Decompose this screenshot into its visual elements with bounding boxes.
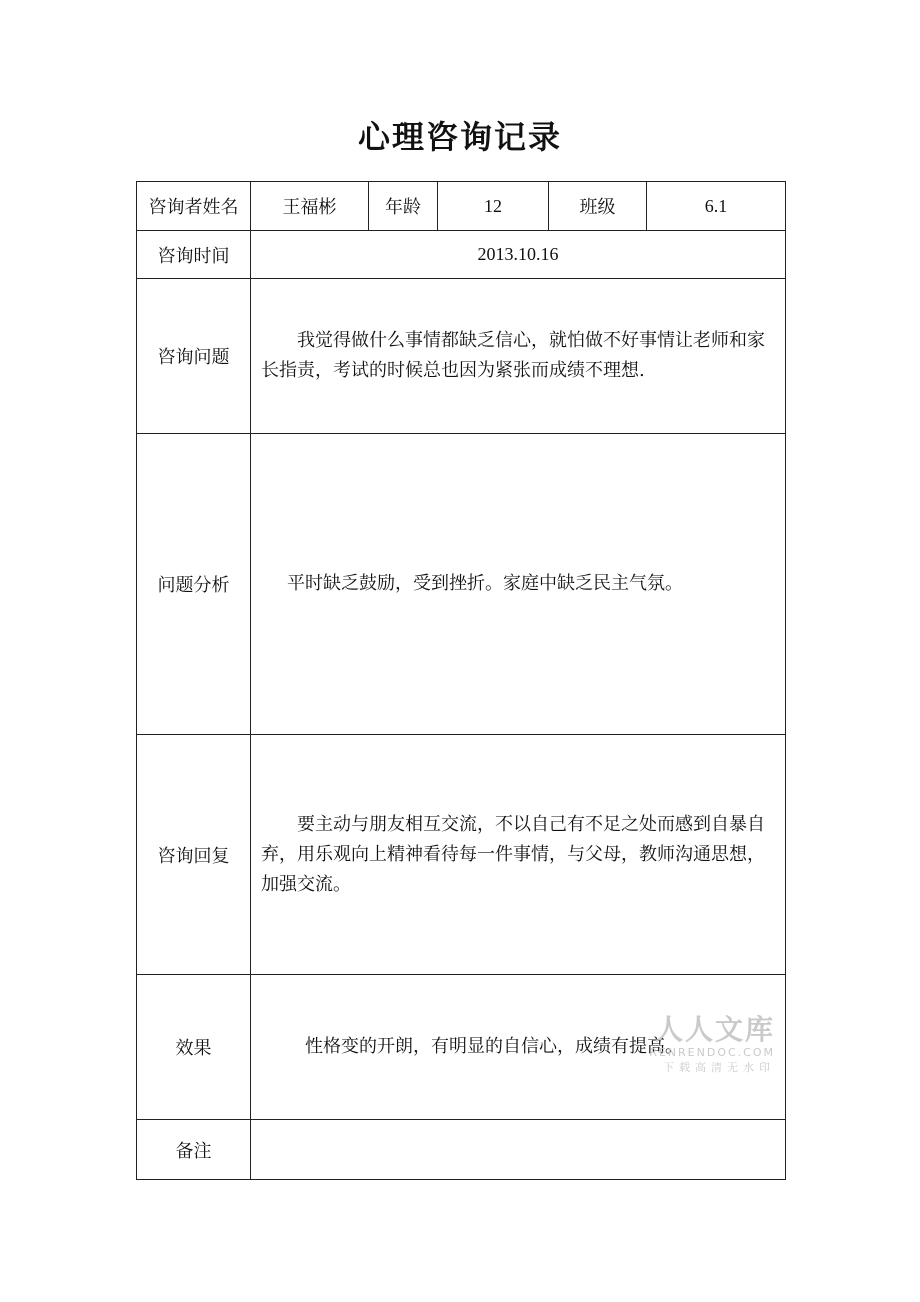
class-label: 班级	[549, 182, 647, 231]
name-value: 王福彬	[251, 182, 369, 231]
name-label: 咨询者姓名	[137, 182, 251, 231]
age-value: 12	[438, 182, 549, 231]
effect-label: 效果	[137, 975, 251, 1120]
watermark-tagline: 下载高清无水印	[663, 1061, 775, 1074]
reply-text: 要主动与朋友相互交流，不以自己有不足之处而感到自暴自弃，用乐观向上精神看待每一件事情，与父母，教师沟通思想，加强交流。	[251, 735, 786, 975]
time-value: 2013.10.16	[251, 231, 786, 279]
row-time	[137, 231, 786, 279]
analysis-label: 问题分析	[137, 434, 251, 735]
class-value: 6.1	[647, 182, 786, 231]
row-analysis	[137, 434, 786, 735]
problem-text: 我觉得做什么事情都缺乏信心，就怕做不好事情让老师和家长指责，考试的时候总也因为紧张而成绩不理想.	[251, 279, 786, 434]
notes-label: 备注	[137, 1120, 251, 1180]
row-reply	[137, 735, 786, 975]
problem-label: 咨询问题	[137, 279, 251, 434]
row-problem	[137, 279, 786, 434]
notes-value	[251, 1120, 786, 1180]
effect-text: 性格变的开朗，有明显的自信心，成绩有提高。	[251, 975, 786, 1120]
watermark-brand: 人人文库	[654, 1013, 775, 1046]
watermark-domain: RENRENDOC.COM	[649, 1046, 775, 1059]
reply-label: 咨询回复	[137, 735, 251, 975]
consultation-record-table	[136, 181, 786, 1180]
time-label: 咨询时间	[137, 231, 251, 279]
row-basic-info	[137, 182, 786, 231]
page-title: 心理咨询记录	[357, 118, 562, 156]
row-notes	[137, 1120, 786, 1180]
age-label: 年龄	[369, 182, 438, 231]
row-effect	[137, 975, 786, 1120]
analysis-text: 平时缺乏鼓励，受到挫折。家庭中缺乏民主气氛。	[251, 434, 786, 735]
